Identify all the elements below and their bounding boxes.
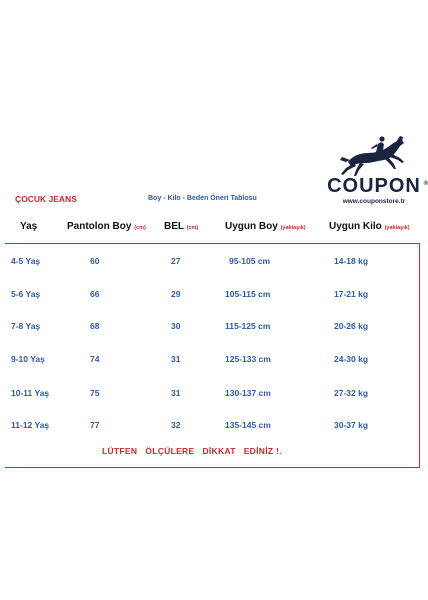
table-cell-age: 4-5 Yaş <box>11 256 41 266</box>
table-cell-waist: 27 <box>171 256 181 266</box>
table-cell-weight: 17-21 kg <box>334 289 369 299</box>
table-cell-weight: 30-37 kg <box>334 420 369 430</box>
table-cell-weight: 14-18 kg <box>334 256 369 266</box>
column-header-trouser-length: Pantolon Boy (cm) <box>67 221 146 232</box>
table-cell-waist: 32 <box>171 420 181 430</box>
horse-jumper-icon <box>338 132 410 178</box>
measurement-notice: LÜTFEN ÖLÇÜLERE DİKKAT EDİNİZ !. <box>102 446 282 456</box>
column-header-age: Yaş <box>20 221 38 232</box>
brand-website: www.couponstore.tr <box>342 198 406 205</box>
table-cell-age: 5-6 Yaş <box>11 289 41 299</box>
table-cell-height: 95-105 cm <box>229 256 271 266</box>
column-header-height: Uygun Boy (yaklaşık) <box>225 221 306 232</box>
table-cell-waist: 31 <box>171 354 181 364</box>
table-cell-age: 7-8 Yaş <box>11 321 41 331</box>
table-cell-weight: 24-30 kg <box>334 354 369 364</box>
table-cell-waist: 29 <box>171 289 181 299</box>
table-cell-age: 11-12 Yaş <box>11 420 50 430</box>
brand-logo <box>326 132 428 205</box>
column-header-waist: BEL (cm) <box>164 221 199 232</box>
table-cell-trouser-length: 60 <box>90 256 100 266</box>
size-chart-table <box>5 209 421 468</box>
table-cell-height: 130-137 cm <box>225 388 271 398</box>
table-cell-age: 9-10 Yaş <box>11 354 45 364</box>
table-cell-trouser-length: 77 <box>90 420 100 430</box>
table-cell-trouser-length: 75 <box>90 388 100 398</box>
brand-name: COUPON ® <box>327 175 428 197</box>
table-cell-waist: 31 <box>171 388 181 398</box>
table-cell-height: 125-133 cm <box>225 354 271 364</box>
table-cell-weight: 27-32 kg <box>334 388 369 398</box>
table-cell-height: 115-125 cm <box>225 321 271 331</box>
table-cell-trouser-length: 66 <box>90 289 100 299</box>
table-cell-height: 105-115 cm <box>225 289 271 299</box>
table-cell-height: 135-145 cm <box>225 420 271 430</box>
table-cell-age: 10-11 Yaş <box>11 388 50 398</box>
table-cell-trouser-length: 68 <box>90 321 100 331</box>
product-title: ÇOCUK JEANS <box>15 194 77 204</box>
table-cell-weight: 20-26 kg <box>334 321 369 331</box>
registered-mark: ® <box>423 181 428 187</box>
chart-subtitle: Boy - Kilo - Beden Öneri Tablosu <box>148 195 257 202</box>
column-header-weight: Uygun Kilo (yaklaşık) <box>329 221 410 232</box>
table-cell-trouser-length: 74 <box>90 354 100 364</box>
table-cell-waist: 30 <box>171 321 181 331</box>
